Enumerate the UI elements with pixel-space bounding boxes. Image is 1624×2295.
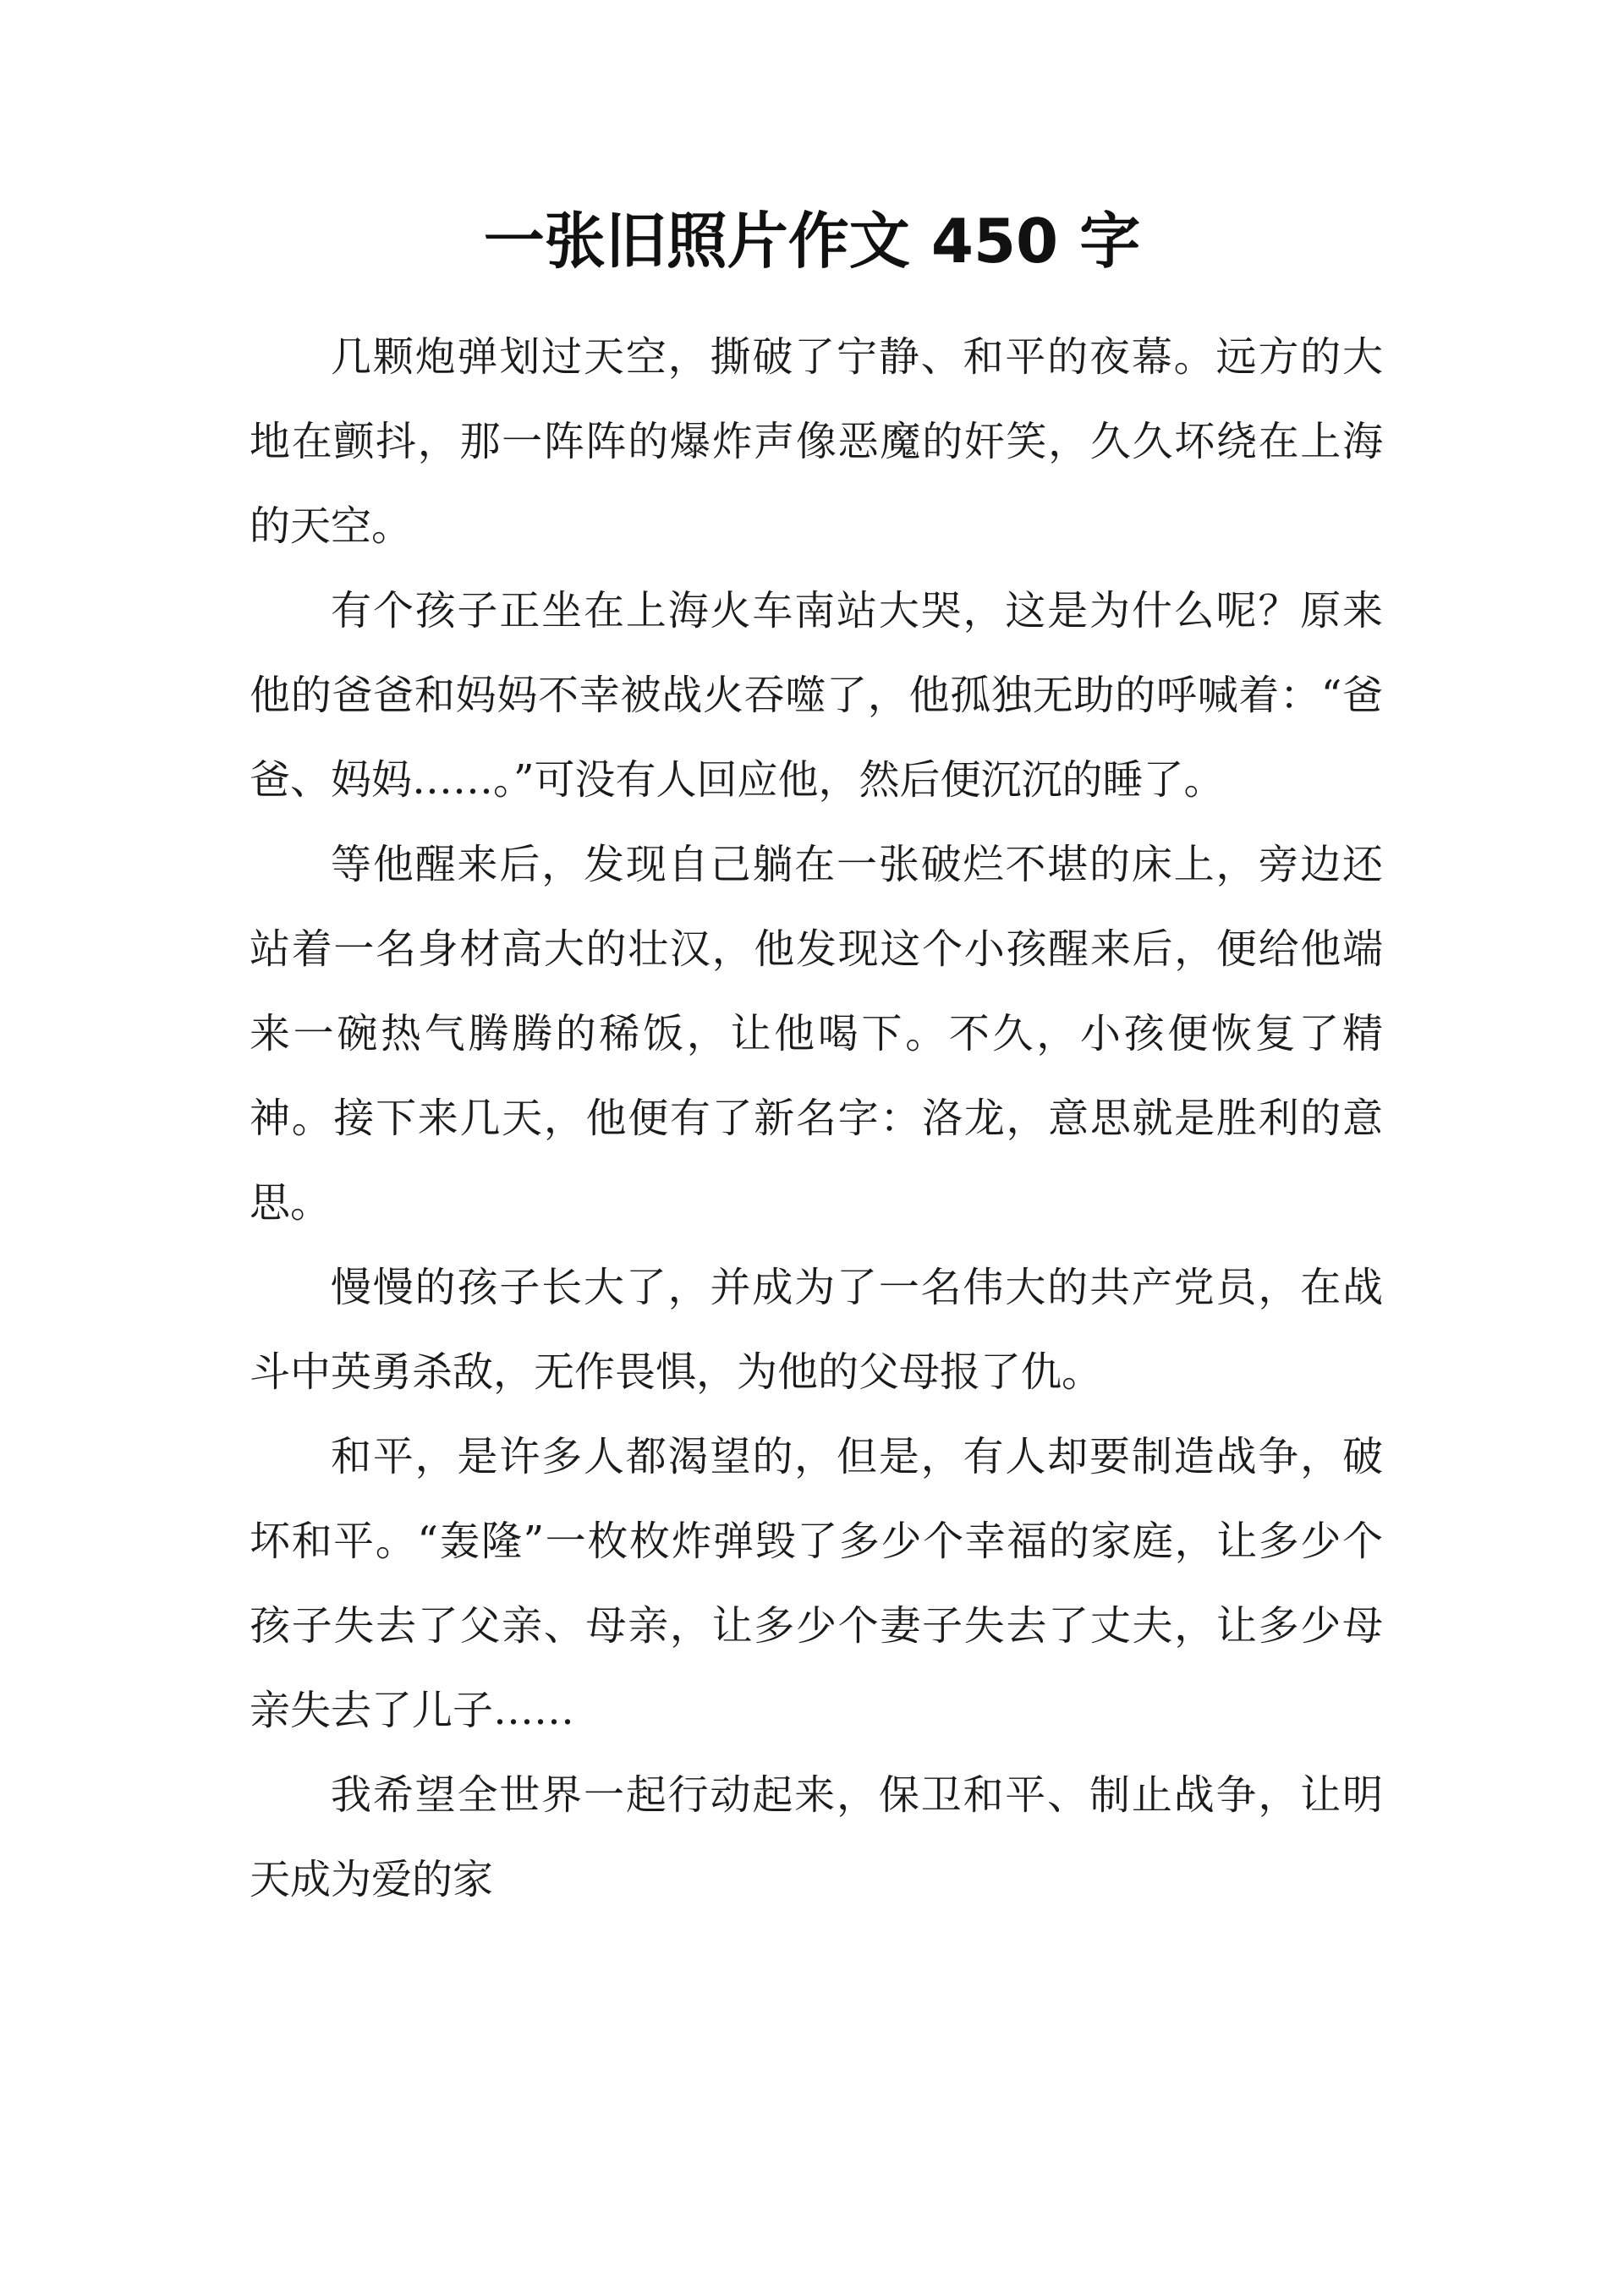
paragraph-2: 有个孩子正坐在上海火车南站大哭，这是为什么呢？原来他的爸爸和妈妈不幸被战火吞噬了，他孤独无助的呼喊着：“爸爸、妈妈……。”可没有人回应他，然后便沉沉的睡了。 xyxy=(250,587,1383,804)
paragraph-1: 几颗炮弹划过天空，撕破了宁静、和平的夜幕。远方的大地在颤抖，那一阵阵的爆炸声像恶魔的奸笑，久久坏绕在上海的天空。 xyxy=(250,333,1383,550)
paragraph-4: 慢慢的孩子长大了，并成为了一名伟大的共产党员，在战斗中英勇杀敌，无作畏惧，为他的父母报了仇。 xyxy=(250,1264,1383,1396)
document-title: 一张旧照片作文 450 字 xyxy=(483,206,1141,277)
document-body xyxy=(250,315,1383,1922)
paragraph-3: 等他醒来后，发现自己躺在一张破烂不堪的床上，旁边还站着一名身材高大的壮汉，他发现这个小孩醒来后，便给他端来一碗热气腾腾的稀饭，让他喝下。不久，小孩便恢复了精神。接下来几天，他便有了新名字：洛龙，意思就是胜利的意思。 xyxy=(250,841,1383,1227)
paragraph-6: 我希望全世界一起行动起来，保卫和平、制止战争，让明天成为爱的家 xyxy=(250,1771,1383,1903)
paragraph-5: 和平，是许多人都渴望的，但是，有人却要制造战争，破坏和平。“轰隆”一枚枚炸弹毁了多少个幸福的家庭，让多少个孩子失去了父亲、母亲，让多少个妻子失去了丈夫，让多少母亲失去了儿子…… xyxy=(250,1433,1383,1734)
